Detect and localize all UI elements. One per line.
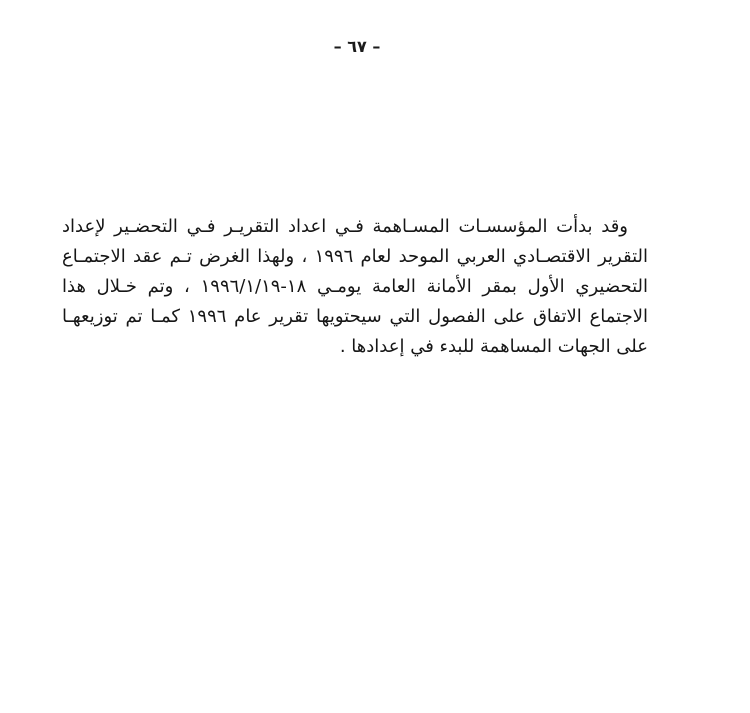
paragraph-line-4: الاجتماع الاتفاق على الفصول التي سيحتويها تقرير عام ١٩٩٦ كمـا تم توزيعهـا [62,306,648,327]
page-number: – ٦٧ – [333,37,381,56]
paragraph-line-5: على الجهات المساهمة للبدء في إعدادها . [339,336,648,357]
paragraph-line-3: التحضيري الأول بمقر الأمانة العامة يومـي ١٨-١٩٩٦/١/١٩ ، وتم خـلال هذا [62,276,648,297]
paragraph-line-1: وقد بدأت المؤسسـات المسـاهمة فـي اعداد التقريـر فـي التحضـير لإعداد [62,216,628,237]
body-paragraph [62,212,648,362]
paragraph-line-2: التقرير الاقتصـادي العربي الموحد لعام ١٩٩٦ ، ولهذا الغرض تـم عقد الاجتمـاع [62,246,648,267]
